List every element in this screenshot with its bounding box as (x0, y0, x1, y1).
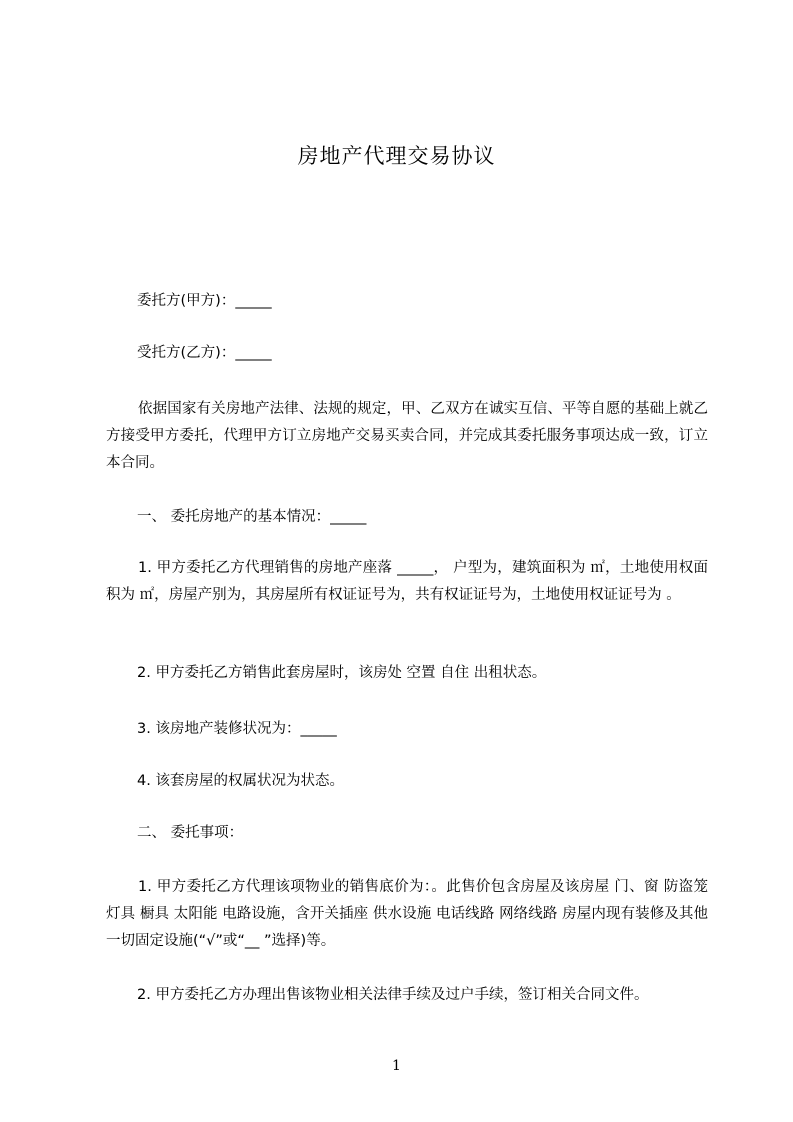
party-a-line: 委托方(甲方)：_____ (137, 293, 272, 309)
document-title: 房地产代理交易协议 (297, 144, 496, 168)
page-number: 1 (392, 1058, 401, 1074)
section-2-heading: 二、 委托事项： (137, 825, 244, 841)
party-b-line: 受托方(乙方)：_____ (137, 345, 272, 361)
section-1-item-1: 1. 甲方委托乙方代理销售的房地产座落 _____， 户型为，建筑面积为 ㎡，土地使用权面积为 ㎡，房屋产别为，其房屋所有权证证号为，共有权证证号为，土地使用权证证号为 。 (106, 560, 708, 603)
section-1-item-3: 3. 该房地产装修状况为：_____ (137, 721, 337, 737)
section-1-item-2: 2. 甲方委托乙方销售此套房屋时，该房处 空置 自住 出租状态。 (137, 665, 547, 681)
section-1-item-4: 4. 该套房屋的权属状况为状态。 (137, 773, 344, 789)
section-2-item-2: 2. 甲方委托乙方办理出售该物业相关法律手续及过户手续，签订相关合同文件。 (137, 987, 649, 1003)
section-2-item-1: 1. 甲方委托乙方代理该项物业的销售底价为：。此售价包含房屋及该房屋 门、窗 防盗笼 灯具 橱具 太阳能 电路设施，含开关插座 供水设施 电话线路 网络线路 房屋内现有装修及其他一切固定设施(“√”或“__ ”选择)等。 (106, 879, 708, 949)
section-1-heading: 一、 委托房地产的基本情况：_____ (137, 509, 367, 525)
preamble-paragraph: 依据国家有关房地产法律、法规的规定，甲、乙双方在诚实互信、平等自愿的基础上就乙方接受甲方委托，代理甲方订立房地产交易买卖合同，并完成其委托服务事项达成一致，订立本合同。 (106, 401, 708, 471)
